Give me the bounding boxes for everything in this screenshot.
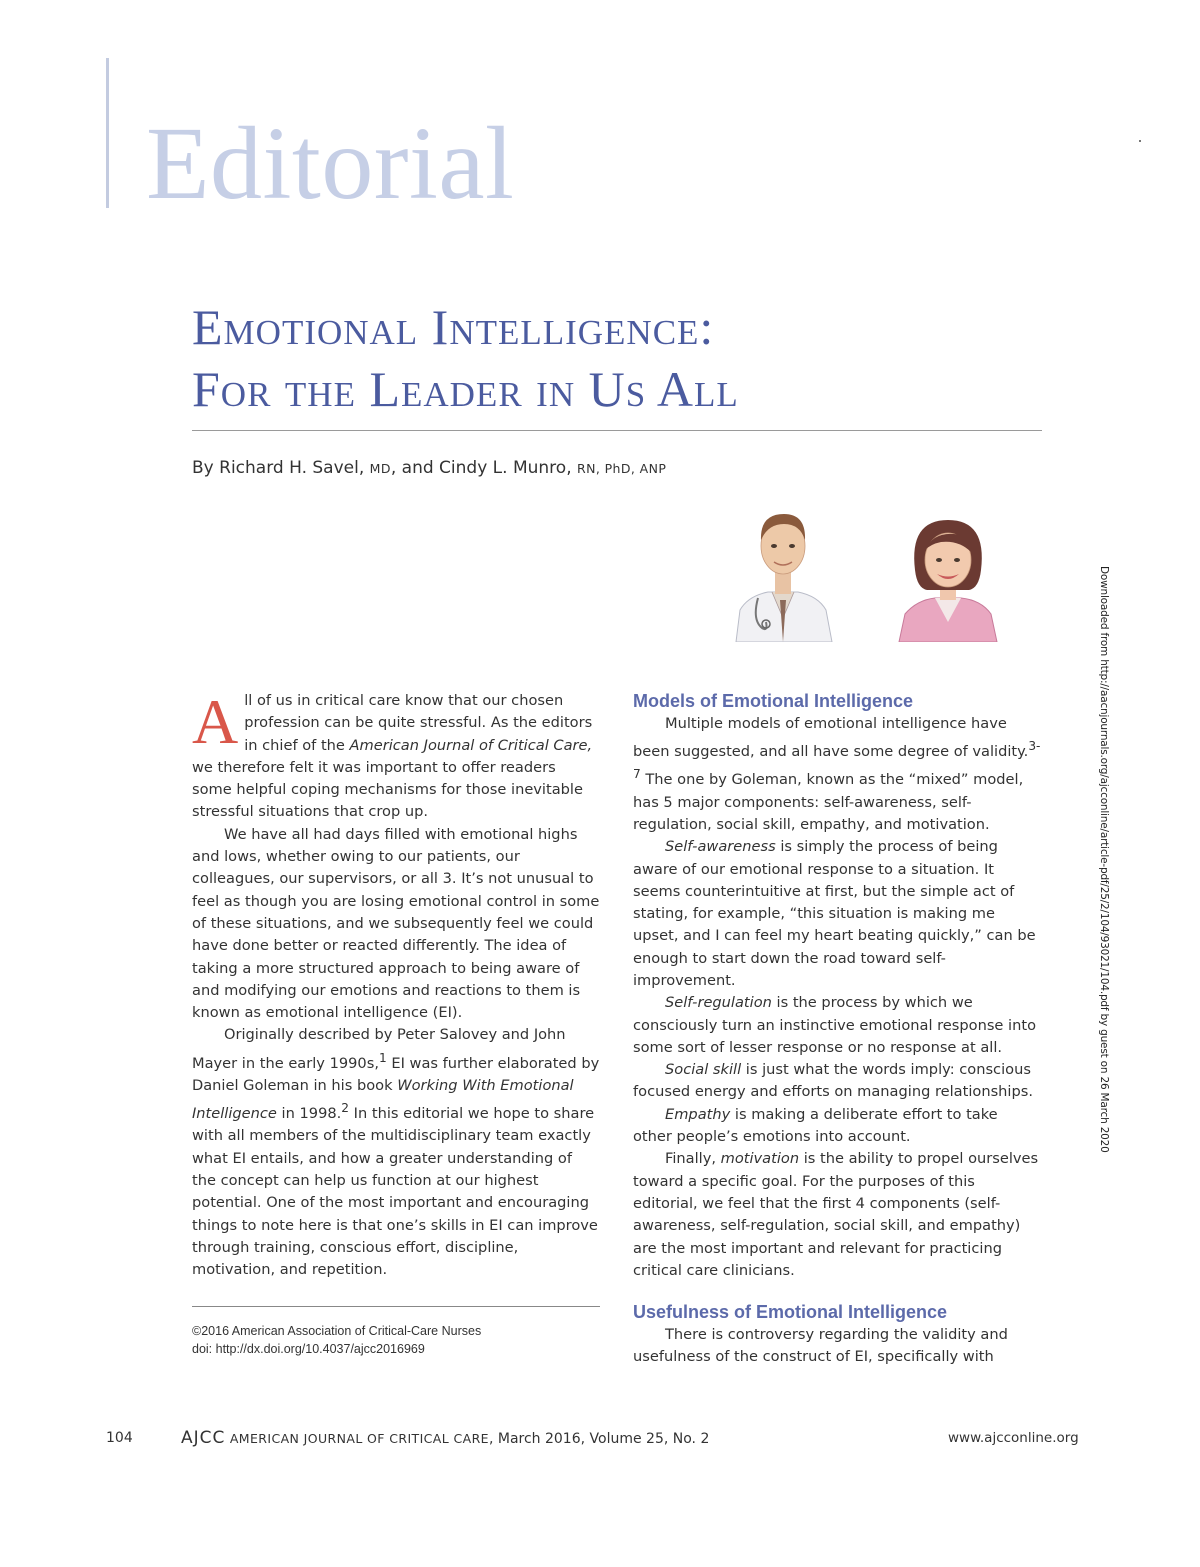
title-line-1: Emotional Intelligence: — [192, 299, 715, 355]
citation-2: 2 — [341, 1101, 350, 1116]
page-number: 104 — [106, 1430, 133, 1446]
journal-name: AMERICAN JOURNAL OF CRITICAL CARE — [229, 1431, 489, 1446]
p3-text-d: In this editorial we hope to share with all members of the multidisciplinary team exactly what EI entails, and how a greater understanding of the concept can help us function at our highest potential. One of the most important and encouraging things to note here is that one’s skills in EI can improve through training, conscious effort, discipline, motivation, and repetition. — [192, 1105, 598, 1279]
empathy-paragraph — [633, 1104, 1041, 1149]
term-empathy: Empathy — [665, 1105, 731, 1123]
citation-1: 1 — [378, 1050, 387, 1065]
author1-credentials: MD — [369, 461, 391, 476]
models-text-a: Multiple models of emotional intelligence have been suggested, and all have some degree of validity. — [633, 715, 1029, 761]
motivation-text-b: is the ability to propel ourselves toward a specific goal. For the purposes of this editorial, we feel that the first 4 components (self-awareness, self-regulation, social skill, and empathy) are the most important and relevant for practicing critical care clinicians. — [633, 1150, 1039, 1279]
citation-3-7: 3-7 — [633, 739, 1041, 782]
section-label: Editorial — [146, 106, 515, 221]
term-self-regulation: Self-regulation — [665, 994, 772, 1012]
title-divider — [192, 430, 1042, 431]
journal-abbr: AJCC — [181, 1428, 226, 1448]
doi-link[interactable]: doi: http://dx.doi.org/10.4037/ajcc2016969 — [192, 1342, 425, 1356]
author2-credentials: RN, PhD, ANP — [577, 461, 667, 476]
p3-text-a: Originally described by Peter Salovey and John Mayer in the early 1990s, — [192, 1026, 566, 1072]
models-paragraph — [633, 713, 1041, 836]
motivation-paragraph — [633, 1148, 1041, 1282]
book-title: Working With Emotional Intelligence — [192, 1076, 574, 1123]
section-rule — [106, 58, 109, 208]
footnote-divider — [192, 1306, 600, 1307]
download-note: Downloaded from http://aacnjournals.org/ajcconline/article-pdf/25/2/104/93021/104.pdf by guest on 26 March 2020 — [1098, 566, 1110, 1153]
p3-text-c: in 1998. — [276, 1105, 342, 1123]
copyright-line: ©2016 American Association of Critical-Care Nurses — [192, 1324, 482, 1338]
self-awareness-text: is simply the process of being aware of our emotional response to a situation. It seems counterintuitive at first, but the simple act of stating, for example, “this situation is making me upset, and I can feel my heart beating quickly,” can be enough to start down the road toward self-improvement. — [633, 838, 1036, 989]
byline — [192, 458, 666, 478]
journal-citation — [181, 1428, 709, 1448]
heading-usefulness: Usefulness of Emotional Intelligence — [633, 1302, 948, 1323]
models-text-b: The one by Goleman, known as the “mixed” model, has 5 major components: self-awareness, self-regulation, social skill, empathy, and motivation. — [633, 771, 1024, 833]
social-skill-text: is just what the words imply: conscious focused energy and efforts on managing relationships. — [633, 1061, 1033, 1101]
byline-prefix: By Richard H. Savel, — [192, 458, 365, 478]
article-title — [192, 296, 739, 420]
intro-text-a: ll of us in critical care know that our chosen profession can be quite stressful. As the editors in chief of the — [244, 692, 593, 754]
website-link[interactable]: www.ajcconline.org — [948, 1430, 1079, 1446]
byline-middle: , and Cindy L. Munro, — [390, 458, 572, 478]
footnote — [192, 1322, 481, 1358]
journal-reference: American Journal of Critical Care, — [349, 736, 593, 754]
motivation-text-a: Finally, — [665, 1150, 721, 1168]
author-portrait-savel — [728, 500, 838, 642]
term-self-awareness: Self-awareness — [665, 838, 776, 856]
issue-info: , March 2016, Volume 25, No. 2 — [488, 1431, 710, 1447]
usefulness-paragraph: There is controversy regarding the validity and usefulness of the construct of EI, specifically with — [633, 1326, 1008, 1366]
intro-text-b: we therefore felt it was important to offer readers some helpful coping mechanisms for those inevitable stressful situations that crop up. — [192, 758, 583, 821]
tick-mark — [1139, 140, 1141, 142]
self-regulation-paragraph — [633, 992, 1041, 1059]
social-skill-paragraph — [633, 1059, 1041, 1104]
author-portrait-munro — [895, 510, 1001, 642]
page-footer — [0, 1428, 1200, 1452]
self-regulation-text: is the process by which we consciously turn an instinctive emotional response into some sort of lesser response or no response at all. — [633, 994, 1037, 1056]
term-motivation: motivation — [720, 1150, 800, 1168]
left-column — [192, 686, 600, 1281]
right-column — [633, 690, 1041, 1369]
paragraph-2: We have all had days filled with emotional highs and lows, whether owing to our patients, our colleagues, our supervisors, or all 3. It’s not unusual to feel as though you are losing emotional control in some of these situations, and we subsequently feel we could have done better or reacted differently. The idea of taking a more structured approach to being aware of and modifying our emotions and reactions to them is known as emotional intelligence (EI). — [192, 825, 600, 1022]
self-awareness-paragraph — [633, 836, 1041, 992]
heading-models: Models of Emotional Intelligence — [633, 691, 914, 711]
drop-cap: A — [192, 686, 239, 757]
title-line-2: For the Leader in Us All — [192, 361, 739, 417]
paragraph-3 — [192, 1024, 600, 1281]
term-social-skill: Social skill — [665, 1061, 742, 1079]
p3-text-b: EI was further elaborated by Daniel Goleman in his book — [192, 1054, 600, 1094]
intro-paragraph — [192, 686, 600, 824]
empathy-text: is making a deliberate effort to take other people’s emotions into account. — [633, 1105, 998, 1146]
